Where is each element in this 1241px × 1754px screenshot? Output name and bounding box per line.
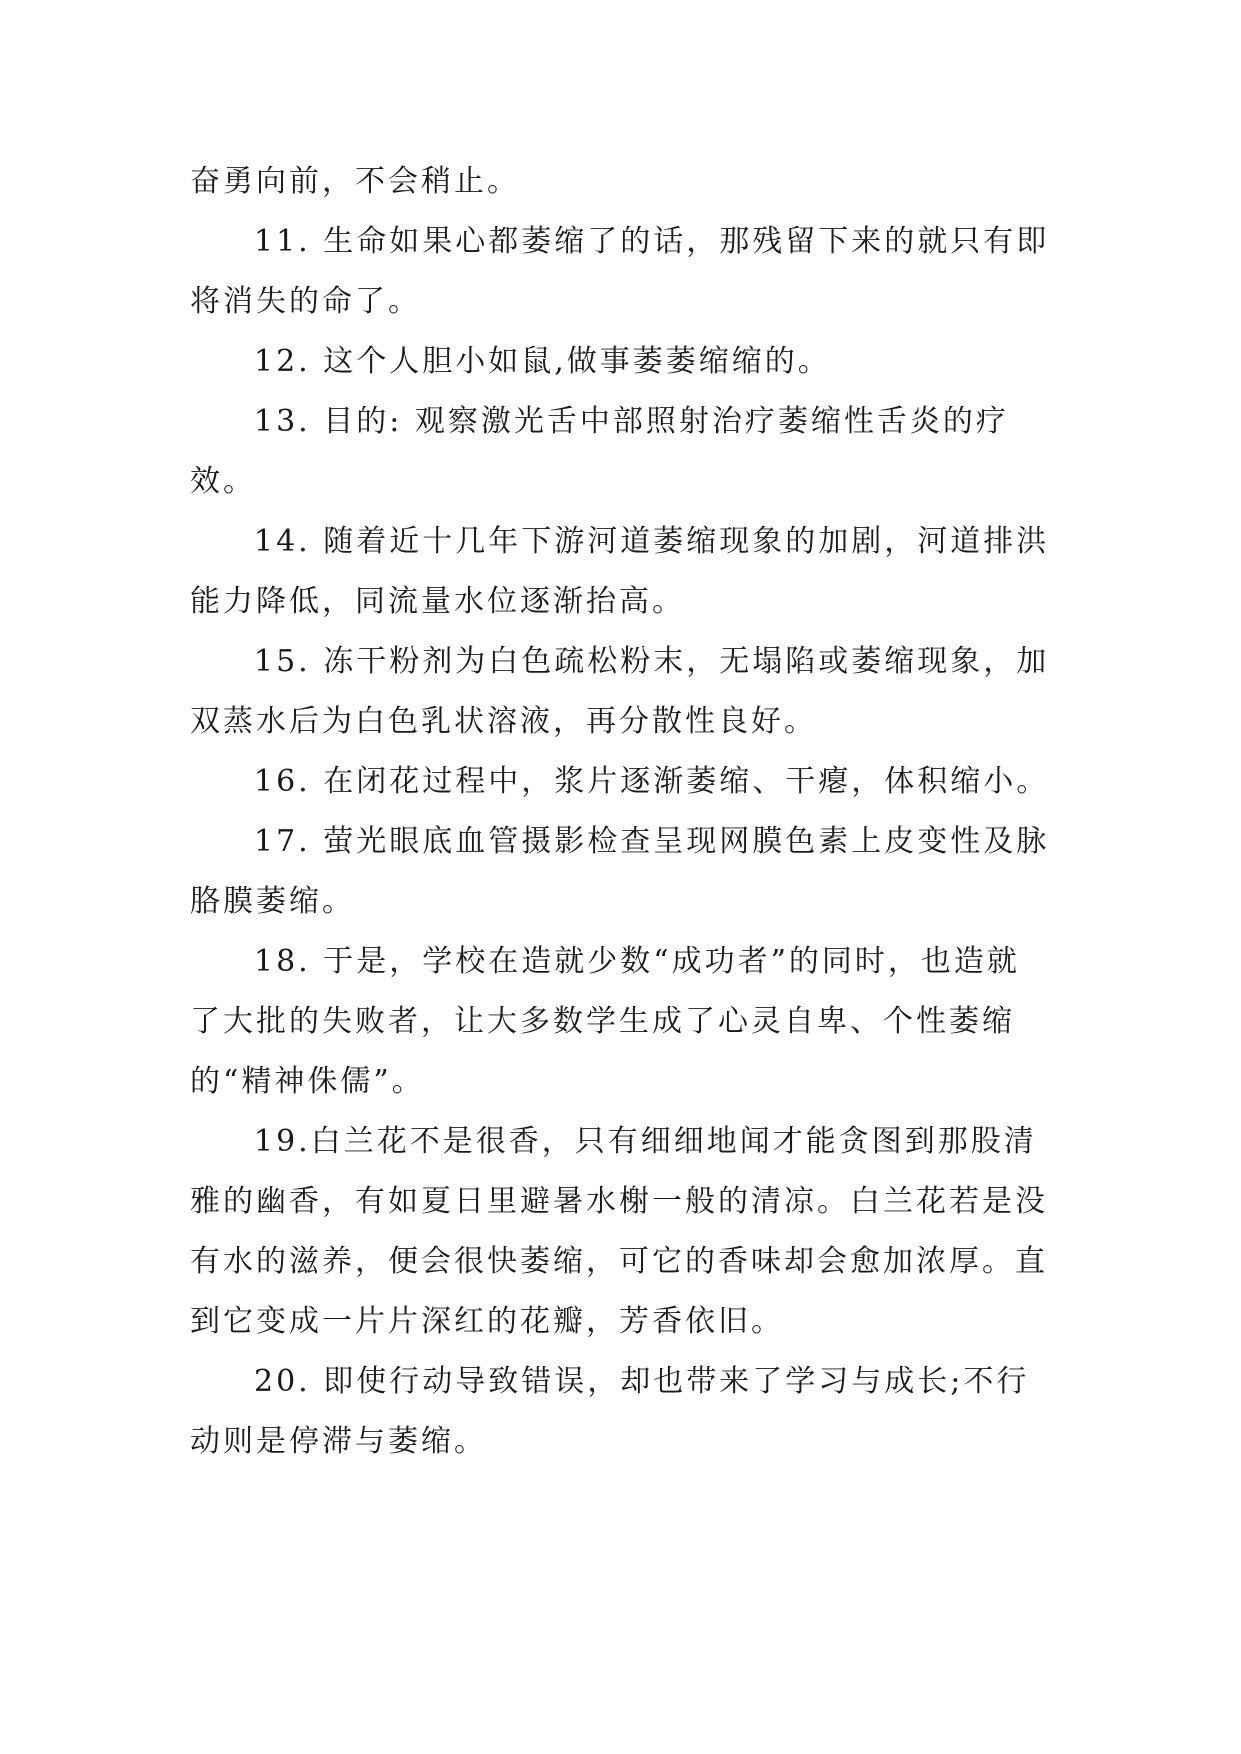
paragraph-15: 15. 冻干粉剂为白色疏松粉末，无塌陷或萎缩现象，加双蒸水后为白色乳状溶液，再分散性良好。 (190, 644, 1050, 739)
paragraph-11: 11. 生命如果心都萎缩了的话，那残留下来的就只有即将消失的命了。 (190, 224, 1050, 319)
paragraph-14: 14. 随着近十几年下游河道萎缩现象的加剧，河道排洪能力降低，同流量水位逐渐抬高。 (190, 524, 1050, 619)
paragraph-20: 20. 即使行动导致错误，却也带来了学习与成长;不行动则是停滞与萎缩。 (190, 1364, 1030, 1459)
paragraph-13: 13. 目的: 观察激光舌中部照射治疗萎缩性舌炎的疗效。 (190, 404, 1009, 499)
document-body (190, 152, 1050, 1472)
paragraph-18: 18. 于是，学校在造就少数“成功者”的同时，也造就了大批的失败者，让大多数学生成了心灵自卑、个性萎缩的“精神侏儒”。 (190, 944, 1020, 1099)
paragraph-17: 17. 萤光眼底血管摄影检查呈现网膜色素上皮变性及脉胳膜萎缩。 (190, 824, 1050, 919)
paragraph-19: 19.白兰花不是很香，只有细细地闻才能贪图到那股清雅的幽香，有如夏日里避暑水榭一般的清凉。白兰花若是没有水的滋养，便会很快萎缩，可它的香味却会愈加浓厚。直到它变成一片片深红的花瓣，芳香依旧。 (190, 1124, 1048, 1339)
paragraph-10-continuation: 奋勇向前，不会稍止。 (190, 164, 520, 199)
paragraph-12: 12. 这个人胆小如鼠,做事萎萎缩缩的。 (254, 344, 831, 379)
paragraph-16: 16. 在闭花过程中，浆片逐渐萎缩、干瘪，体积缩小。 (254, 764, 1050, 799)
